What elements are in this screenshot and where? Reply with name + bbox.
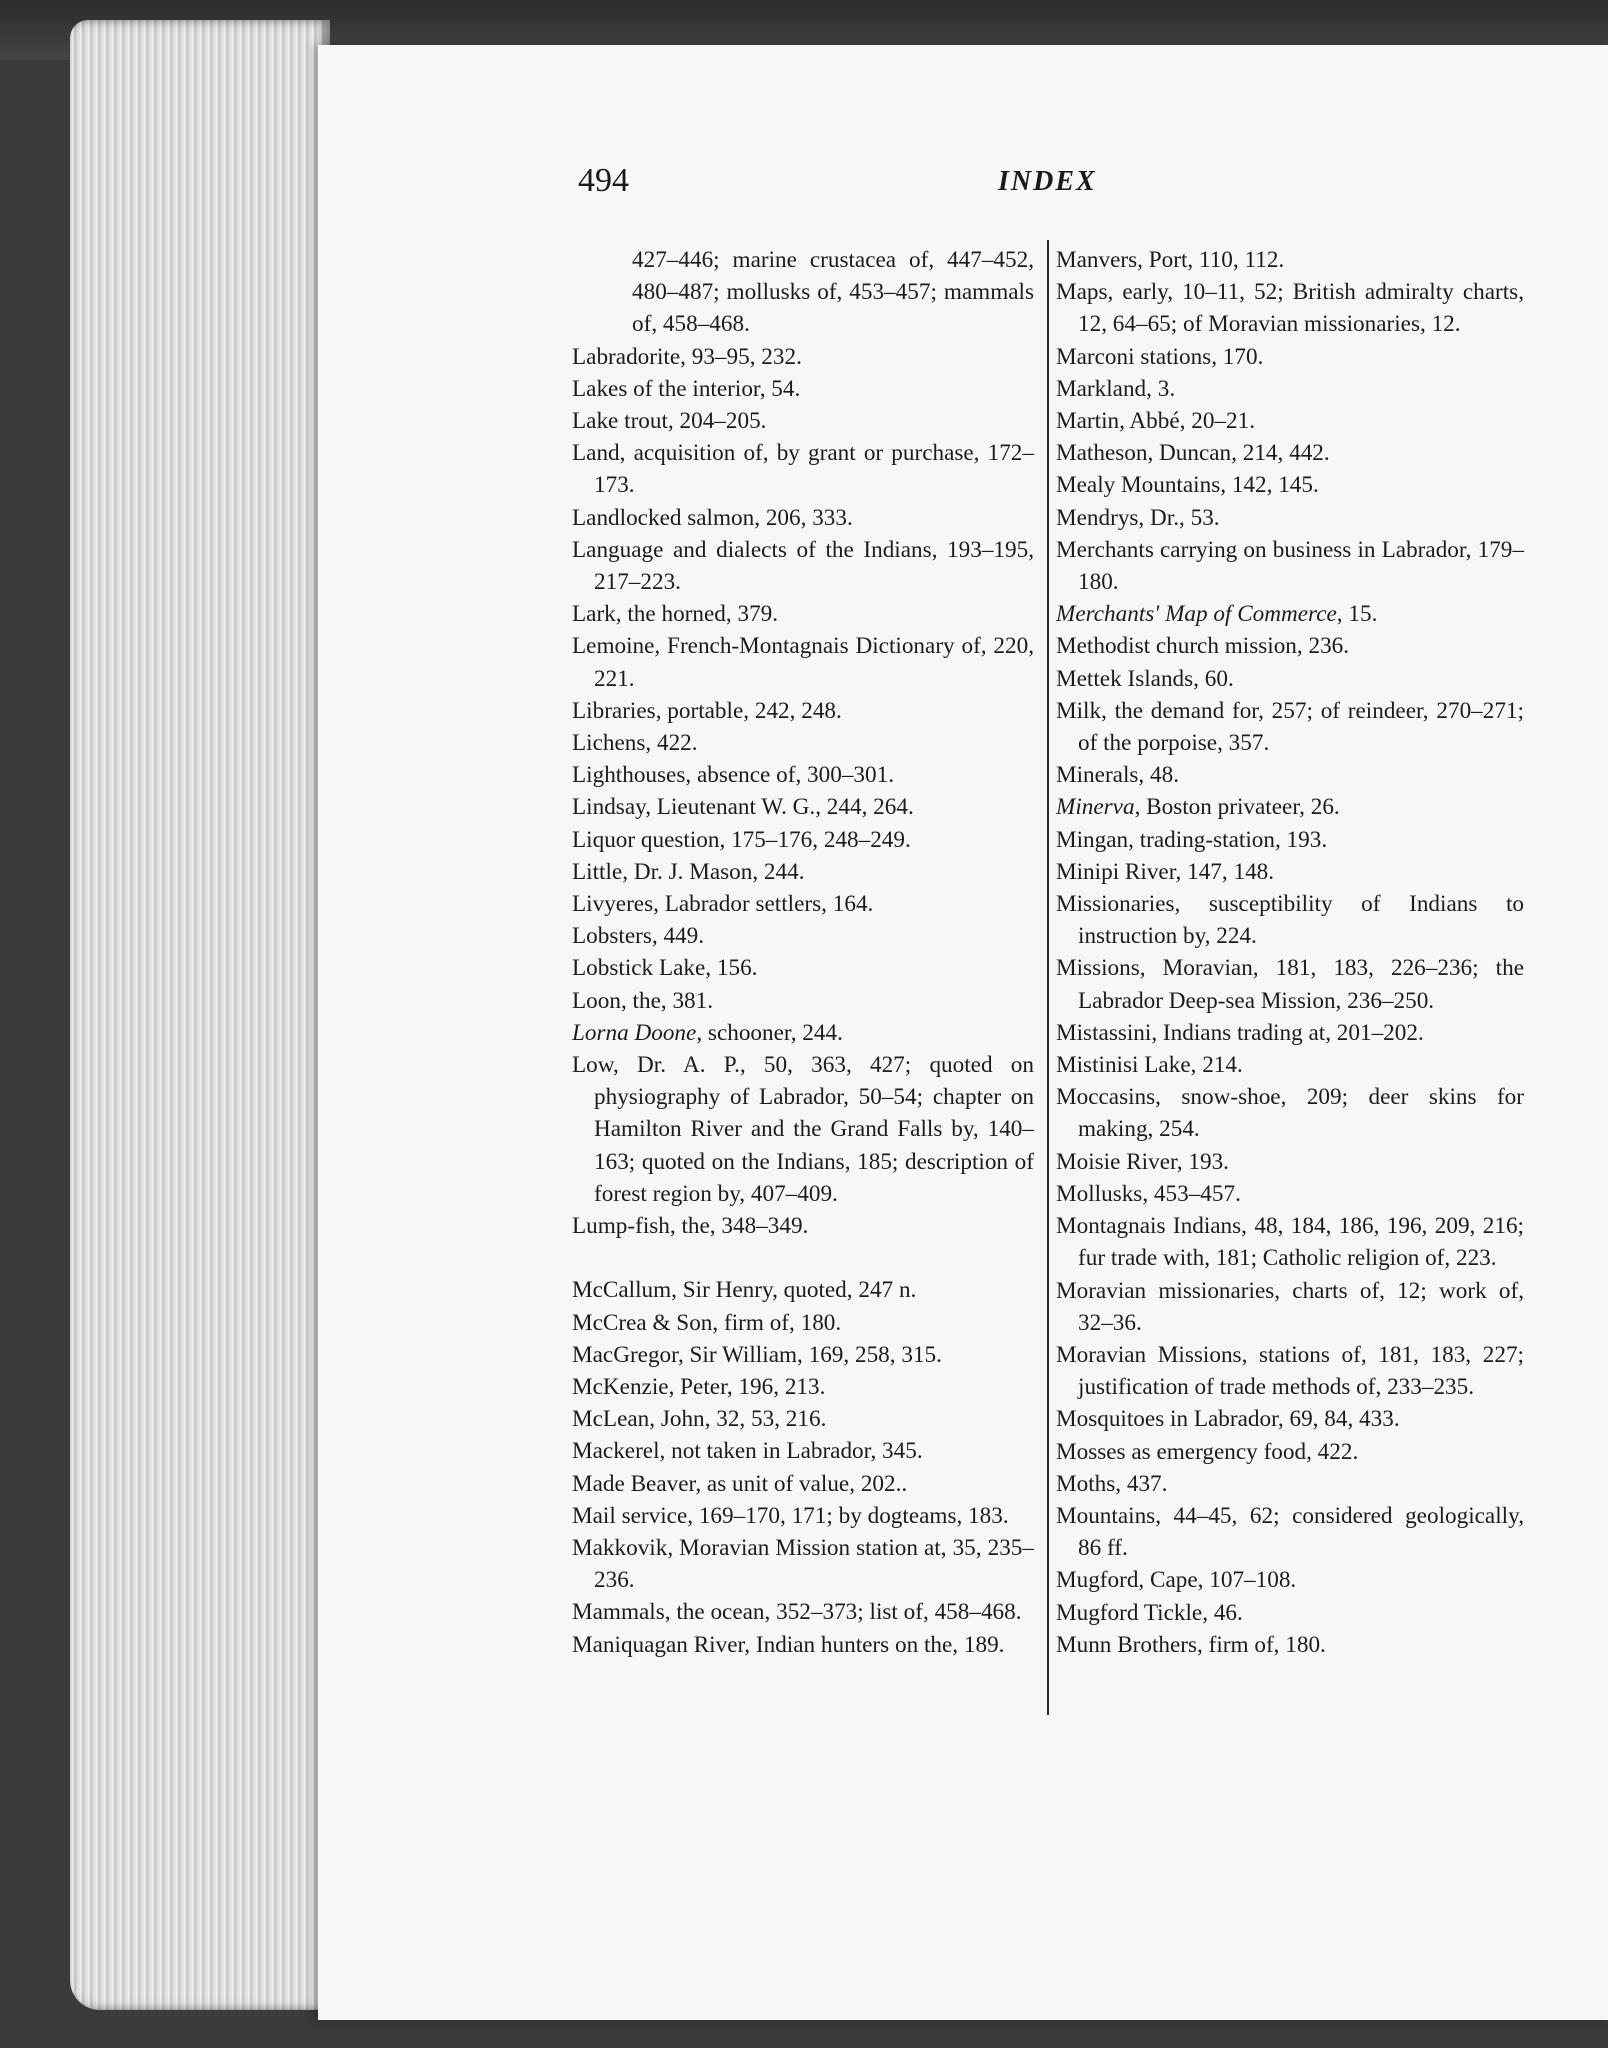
index-entry: Mollusks, 453–457. (1056, 1180, 1241, 1207)
column-divider (1047, 240, 1049, 1715)
index-entry: Mosquitoes in Labrador, 69, 84, 433. (1056, 1406, 1400, 1433)
index-entry: Moccasins, snow-shoe, 209; deer skins for making, 254. (1056, 1084, 1524, 1143)
index-entry: Merchants carrying on business in Labrador, 179–180. (1056, 536, 1524, 596)
index-entry: Moths, 437. (1056, 1470, 1168, 1497)
index-entry: Land, acquisition of, by grant or purchase, 172–173. (572, 440, 1034, 499)
index-entry: MacGregor, Sir William, 169, 258, 315. (572, 1341, 942, 1368)
index-entry-italic-title: Lorna Doone, schooner, 244. (572, 1019, 843, 1046)
index-entry: McKenzie, Peter, 196, 213. (572, 1373, 826, 1400)
index-entry: Lark, the horned, 379. (572, 601, 779, 628)
page-header (578, 162, 1138, 212)
index-entry: Mingan, trading-station, 193. (1056, 826, 1328, 853)
index-entry: Lake trout, 204–205. (572, 408, 767, 435)
index-column-right (1056, 244, 1524, 1661)
index-entry: Moravian Missions, stations of, 181, 183, 227; justification of trade methods of, 233–235. (1056, 1341, 1524, 1401)
index-column-left (572, 244, 1034, 1661)
index-entry: Lemoine, French-Montagnais Dictionary of, 220, 221. (572, 633, 1034, 692)
index-entry: Maniquagan River, Indian hunters on the, 189. (572, 1631, 1005, 1658)
index-entry: Little, Dr. J. Mason, 244. (572, 858, 805, 885)
index-entry: Montagnais Indians, 48, 184, 186, 196, 209, 216; fur trade with, 181; Catholic religion of, 223. (1056, 1213, 1524, 1272)
index-entry: Makkovik, Moravian Mission station at, 35, 235–236. (572, 1534, 1034, 1594)
index-entry: Lakes of the interior, 54. (572, 375, 801, 402)
page-number: 494 (578, 162, 629, 199)
index-entry: Labradorite, 93–95, 232. (572, 343, 802, 370)
index-entry-italic-title: Minerva, Boston privateer, 26. (1056, 794, 1340, 821)
index-entry: Munn Brothers, firm of, 180. (1056, 1631, 1326, 1658)
index-entry: Lobsters, 449. (572, 923, 705, 950)
index-entry: Missions, Moravian, 181, 183, 226–236; the Labrador Deep-sea Mission, 236–250. (1056, 955, 1524, 1014)
index-entry: Manvers, Port, 110, 112. (1056, 247, 1285, 273)
index-entry: Lindsay, Lieutenant W. G., 244, 264. (572, 794, 914, 821)
index-entry: Methodist church mission, 236. (1056, 633, 1350, 660)
book-page-edges (70, 20, 330, 2010)
running-title: INDEX (998, 166, 1097, 197)
index-entry: McCrea & Son, firm of, 180. (572, 1309, 842, 1336)
index-entry: Mettek Islands, 60. (1056, 665, 1234, 692)
index-entry: Liquor question, 175–176, 248–249. (572, 826, 911, 853)
index-entry: Mistinisi Lake, 214. (1056, 1052, 1243, 1079)
index-entry: Mistassini, Indians trading at, 201–202. (1056, 1019, 1424, 1046)
index-entry: Mosses as emergency food, 422. (1056, 1438, 1359, 1465)
index-entry: Lobstick Lake, 156. (572, 955, 758, 982)
index-entry: Lichens, 422. (572, 730, 698, 757)
index-entry: Moravian missionaries, charts of, 12; work of, 32–36. (1056, 1277, 1524, 1336)
index-entry: Lump-fish, the, 348–349. (572, 1213, 809, 1240)
index-entry: Minipi River, 147, 148. (1056, 858, 1275, 885)
index-entry: Livyeres, Labrador settlers, 164. (572, 891, 874, 918)
index-entry: Libraries, portable, 242, 248. (572, 697, 842, 724)
index-entry: Moisie River, 193. (1056, 1148, 1229, 1175)
index-entry: Mealy Mountains, 142, 145. (1056, 472, 1319, 499)
index-entry: Mugford Tickle, 46. (1056, 1599, 1243, 1626)
index-entry: Markland, 3. (1056, 375, 1176, 402)
index-entry: Loon, the, 381. (572, 987, 714, 1014)
book-title-merchants-map: Merchants' Map of Commerce (1056, 601, 1337, 628)
index-entry: Milk, the demand for, 257; of reindeer, 270–271; of the porpoise, 357. (1056, 697, 1524, 757)
index-entry-italic-title: Merchants' Map of Commerce, 15. (1056, 601, 1378, 628)
index-entry: McLean, John, 32, 53, 216. (572, 1406, 827, 1433)
index-entry: Made Beaver, as unit of value, 202.. (572, 1470, 908, 1497)
index-entry: Mail service, 169–170, 171; by dogteams, 183. (572, 1502, 1009, 1529)
index-entry: Landlocked salmon, 206, 333. (572, 504, 853, 531)
index-entry: Missionaries, susceptibility of Indians to instruction by, 224. (1056, 891, 1524, 950)
index-entry: Minerals, 48. (1056, 762, 1180, 789)
index-entry: Mountains, 44–45, 62; considered geologically, 86 ff. (1056, 1502, 1524, 1562)
index-entry: Mammals, the ocean, 352–373; list of, 458–468. (572, 1599, 1022, 1626)
index-entry: McCallum, Sir Henry, quoted, 247 n. (572, 1277, 917, 1304)
index-entry: Language and dialects of the Indians, 193–195, 217–223. (572, 536, 1034, 596)
index-entry: 427–446; marine crustacea of, 447–452, 480–487; mollusks of, 453–457; mammals of, 458–468. (632, 247, 1034, 338)
ship-name-minerva: Minerva (1056, 794, 1135, 821)
index-entry: Mendrys, Dr., 53. (1056, 504, 1220, 531)
book-title-lorna-doone: Lorna Doone (572, 1019, 697, 1046)
index-entry: Mackerel, not taken in Labrador, 345. (572, 1438, 923, 1465)
index-entry: Maps, early, 10–11, 52; British admiralty charts, 12, 64–65; of Moravian missionaries, 12. (1056, 279, 1524, 338)
index-entry: Low, Dr. A. P., 50, 363, 427; quoted on physiography of Labrador, 50–54; chapter on Hamilton River and the Grand Falls by, 140–163; quoted on the Indians, 185; description of forest region by, 407–409. (572, 1052, 1034, 1207)
index-entry: Matheson, Duncan, 214, 442. (1056, 440, 1330, 467)
index-entry: Lighthouses, absence of, 300–301. (572, 762, 894, 789)
index-entry: Marconi stations, 170. (1056, 343, 1264, 370)
index-entry: Martin, Abbé, 20–21. (1056, 408, 1256, 435)
index-entry: Mugford, Cape, 107–108. (1056, 1567, 1297, 1594)
